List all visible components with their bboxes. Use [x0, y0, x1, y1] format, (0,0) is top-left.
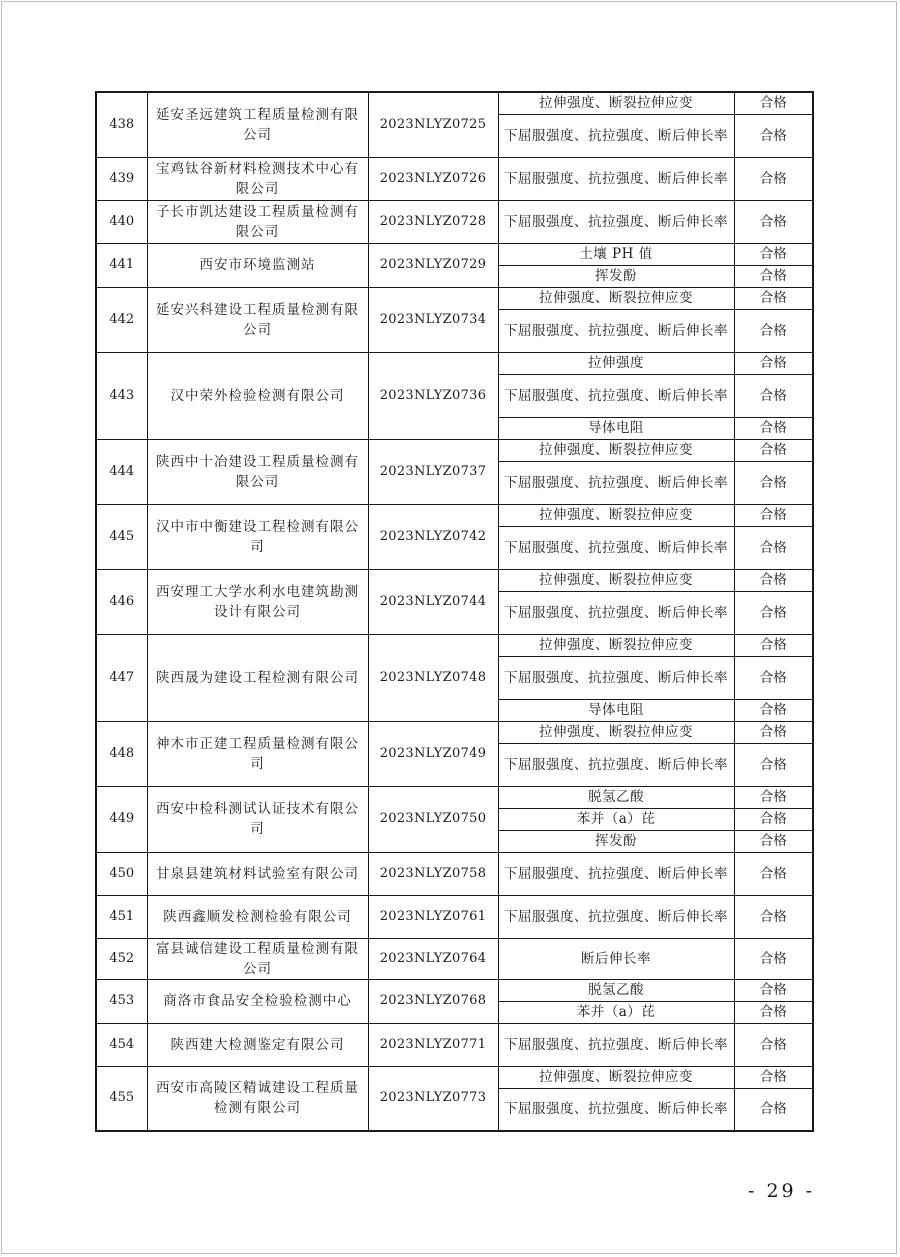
- page-number: - 29 -: [748, 1180, 816, 1202]
- row-number: 448: [96, 721, 147, 786]
- test-result: 合格: [734, 374, 813, 417]
- table-row: [96, 938, 813, 979]
- table-row: [96, 895, 813, 938]
- test-result: 合格: [734, 830, 813, 852]
- test-item: 拉伸强度、断裂拉伸应变: [498, 92, 734, 114]
- test-result: 合格: [734, 92, 813, 114]
- test-result: 合格: [734, 114, 813, 157]
- test-item: 挥发酚: [498, 830, 734, 852]
- test-code: 2023NLYZ0758: [368, 852, 498, 895]
- test-item: 拉伸强度、断裂拉伸应变: [498, 504, 734, 526]
- row-number: 446: [96, 569, 147, 634]
- organization-name: 西安理工大学水利水电建筑勘测设计有限公司: [147, 569, 368, 634]
- row-number: 450: [96, 852, 147, 895]
- table-row: [96, 786, 813, 808]
- test-result: 合格: [734, 352, 813, 374]
- test-result: 合格: [734, 157, 813, 200]
- test-item: 拉伸强度: [498, 352, 734, 374]
- test-code: 2023NLYZ0768: [368, 979, 498, 1023]
- organization-name: 汉中市中衡建设工程检测有限公司: [147, 504, 368, 569]
- table-row: [96, 439, 813, 461]
- row-number: 444: [96, 439, 147, 504]
- test-result: 合格: [734, 895, 813, 938]
- test-code: 2023NLYZ0749: [368, 721, 498, 786]
- row-number: 452: [96, 938, 147, 979]
- test-result: 合格: [734, 1023, 813, 1066]
- organization-name: 甘泉县建筑材料试验室有限公司: [147, 852, 368, 895]
- test-result: 合格: [734, 243, 813, 265]
- test-result: 合格: [734, 504, 813, 526]
- test-code: 2023NLYZ0726: [368, 157, 498, 200]
- test-item: 下屈服强度、抗拉强度、断后伸长率: [498, 656, 734, 699]
- table-row: [96, 721, 813, 743]
- test-code: 2023NLYZ0742: [368, 504, 498, 569]
- test-result: 合格: [734, 979, 813, 1001]
- row-number: 442: [96, 287, 147, 352]
- organization-name: 延安圣远建筑工程质量检测有限公司: [147, 92, 368, 157]
- test-result: 合格: [734, 309, 813, 352]
- organization-name: 子长市凯达建设工程质量检测有限公司: [147, 200, 368, 243]
- organization-name: 神木市正建工程质量检测有限公司: [147, 721, 368, 786]
- test-item: 下屈服强度、抗拉强度、断后伸长率: [498, 309, 734, 352]
- test-result: 合格: [734, 1088, 813, 1131]
- organization-name: 延安兴科建设工程质量检测有限公司: [147, 287, 368, 352]
- test-item: 拉伸强度、断裂拉伸应变: [498, 634, 734, 656]
- test-item: 拉伸强度、断裂拉伸应变: [498, 721, 734, 743]
- table-row: [96, 1023, 813, 1066]
- row-number: 443: [96, 352, 147, 439]
- test-code: 2023NLYZ0744: [368, 569, 498, 634]
- test-result: 合格: [734, 591, 813, 634]
- row-number: 451: [96, 895, 147, 938]
- table-row: [96, 157, 813, 200]
- test-result: 合格: [734, 265, 813, 287]
- test-result: 合格: [734, 1066, 813, 1088]
- table-row: [96, 92, 813, 114]
- row-number: 449: [96, 786, 147, 852]
- test-item: 拉伸强度、断裂拉伸应变: [498, 439, 734, 461]
- organization-name: 西安中检科测试认证技术有限公司: [147, 786, 368, 852]
- organization-name: 陕西鑫顺发检测检验有限公司: [147, 895, 368, 938]
- test-item: 下屈服强度、抗拉强度、断后伸长率: [498, 1088, 734, 1131]
- row-number: 455: [96, 1066, 147, 1131]
- test-item: 下屈服强度、抗拉强度、断后伸长率: [498, 895, 734, 938]
- test-item: 拉伸强度、断裂拉伸应变: [498, 1066, 734, 1088]
- test-item: 下屈服强度、抗拉强度、断后伸长率: [498, 526, 734, 569]
- table-row: [96, 1066, 813, 1088]
- test-code: 2023NLYZ0728: [368, 200, 498, 243]
- test-code: 2023NLYZ0750: [368, 786, 498, 852]
- table-row: [96, 852, 813, 895]
- test-item: 下屈服强度、抗拉强度、断后伸长率: [498, 114, 734, 157]
- organization-name: 陕西中十冶建设工程质量检测有限公司: [147, 439, 368, 504]
- test-result: 合格: [734, 1001, 813, 1023]
- test-item: 土壤 PH 值: [498, 243, 734, 265]
- test-item: 断后伸长率: [498, 938, 734, 979]
- test-item: 拉伸强度、断裂拉伸应变: [498, 569, 734, 591]
- test-result: 合格: [734, 634, 813, 656]
- test-result: 合格: [734, 938, 813, 979]
- test-item: 导体电阻: [498, 417, 734, 439]
- organization-name: 西安市高陵区精诚建设工程质量检测有限公司: [147, 1066, 368, 1131]
- test-item: 导体电阻: [498, 699, 734, 721]
- test-item: 脱氢乙酸: [498, 786, 734, 808]
- test-code: 2023NLYZ0736: [368, 352, 498, 439]
- test-code: 2023NLYZ0737: [368, 439, 498, 504]
- test-item: 下屈服强度、抗拉强度、断后伸长率: [498, 200, 734, 243]
- test-result: 合格: [734, 656, 813, 699]
- organization-name: 富县诚信建设工程质量检测有限公司: [147, 938, 368, 979]
- table-row: [96, 979, 813, 1001]
- test-result: 合格: [734, 526, 813, 569]
- row-number: 445: [96, 504, 147, 569]
- test-item: 脱氢乙酸: [498, 979, 734, 1001]
- test-item: 下屈服强度、抗拉强度、断后伸长率: [498, 1023, 734, 1066]
- results-table: [95, 91, 814, 1132]
- test-result: 合格: [734, 569, 813, 591]
- test-result: 合格: [734, 721, 813, 743]
- test-code: 2023NLYZ0729: [368, 243, 498, 287]
- test-item: 下屈服强度、抗拉强度、断后伸长率: [498, 461, 734, 504]
- row-number: 441: [96, 243, 147, 287]
- test-item: 拉伸强度、断裂拉伸应变: [498, 287, 734, 309]
- test-item: 苯并（a）芘: [498, 808, 734, 830]
- test-item: 下屈服强度、抗拉强度、断后伸长率: [498, 591, 734, 634]
- test-item: 下屈服强度、抗拉强度、断后伸长率: [498, 852, 734, 895]
- test-code: 2023NLYZ0764: [368, 938, 498, 979]
- table-row: [96, 200, 813, 243]
- test-code: 2023NLYZ0725: [368, 92, 498, 157]
- row-number: 453: [96, 979, 147, 1023]
- row-number: 439: [96, 157, 147, 200]
- row-number: 438: [96, 92, 147, 157]
- row-number: 440: [96, 200, 147, 243]
- test-code: 2023NLYZ0773: [368, 1066, 498, 1131]
- test-result: 合格: [734, 200, 813, 243]
- test-result: 合格: [734, 699, 813, 721]
- organization-name: 陕西建大检测鉴定有限公司: [147, 1023, 368, 1066]
- organization-name: 宝鸡钛谷新材料检测技术中心有限公司: [147, 157, 368, 200]
- test-result: 合格: [734, 786, 813, 808]
- organization-name: 陕西晟为建设工程检测有限公司: [147, 634, 368, 721]
- test-item: 苯并（a）芘: [498, 1001, 734, 1023]
- test-result: 合格: [734, 852, 813, 895]
- organization-name: 汉中荣外检验检测有限公司: [147, 352, 368, 439]
- test-code: 2023NLYZ0748: [368, 634, 498, 721]
- table-row: [96, 569, 813, 591]
- test-result: 合格: [734, 808, 813, 830]
- table-row: [96, 287, 813, 309]
- test-result: 合格: [734, 417, 813, 439]
- results-table-body: [96, 92, 813, 1131]
- test-result: 合格: [734, 461, 813, 504]
- test-item: 挥发酚: [498, 265, 734, 287]
- test-result: 合格: [734, 439, 813, 461]
- table-row: [96, 352, 813, 374]
- test-result: 合格: [734, 743, 813, 786]
- test-item: 下屈服强度、抗拉强度、断后伸长率: [498, 157, 734, 200]
- test-code: 2023NLYZ0771: [368, 1023, 498, 1066]
- test-code: 2023NLYZ0761: [368, 895, 498, 938]
- test-item: 下屈服强度、抗拉强度、断后伸长率: [498, 743, 734, 786]
- row-number: 454: [96, 1023, 147, 1066]
- test-code: 2023NLYZ0734: [368, 287, 498, 352]
- row-number: 447: [96, 634, 147, 721]
- test-result: 合格: [734, 287, 813, 309]
- table-row: [96, 243, 813, 265]
- organization-name: 西安市环境监测站: [147, 243, 368, 287]
- table-row: [96, 634, 813, 656]
- test-item: 下屈服强度、抗拉强度、断后伸长率: [498, 374, 734, 417]
- organization-name: 商洛市食品安全检验检测中心: [147, 979, 368, 1023]
- table-row: [96, 504, 813, 526]
